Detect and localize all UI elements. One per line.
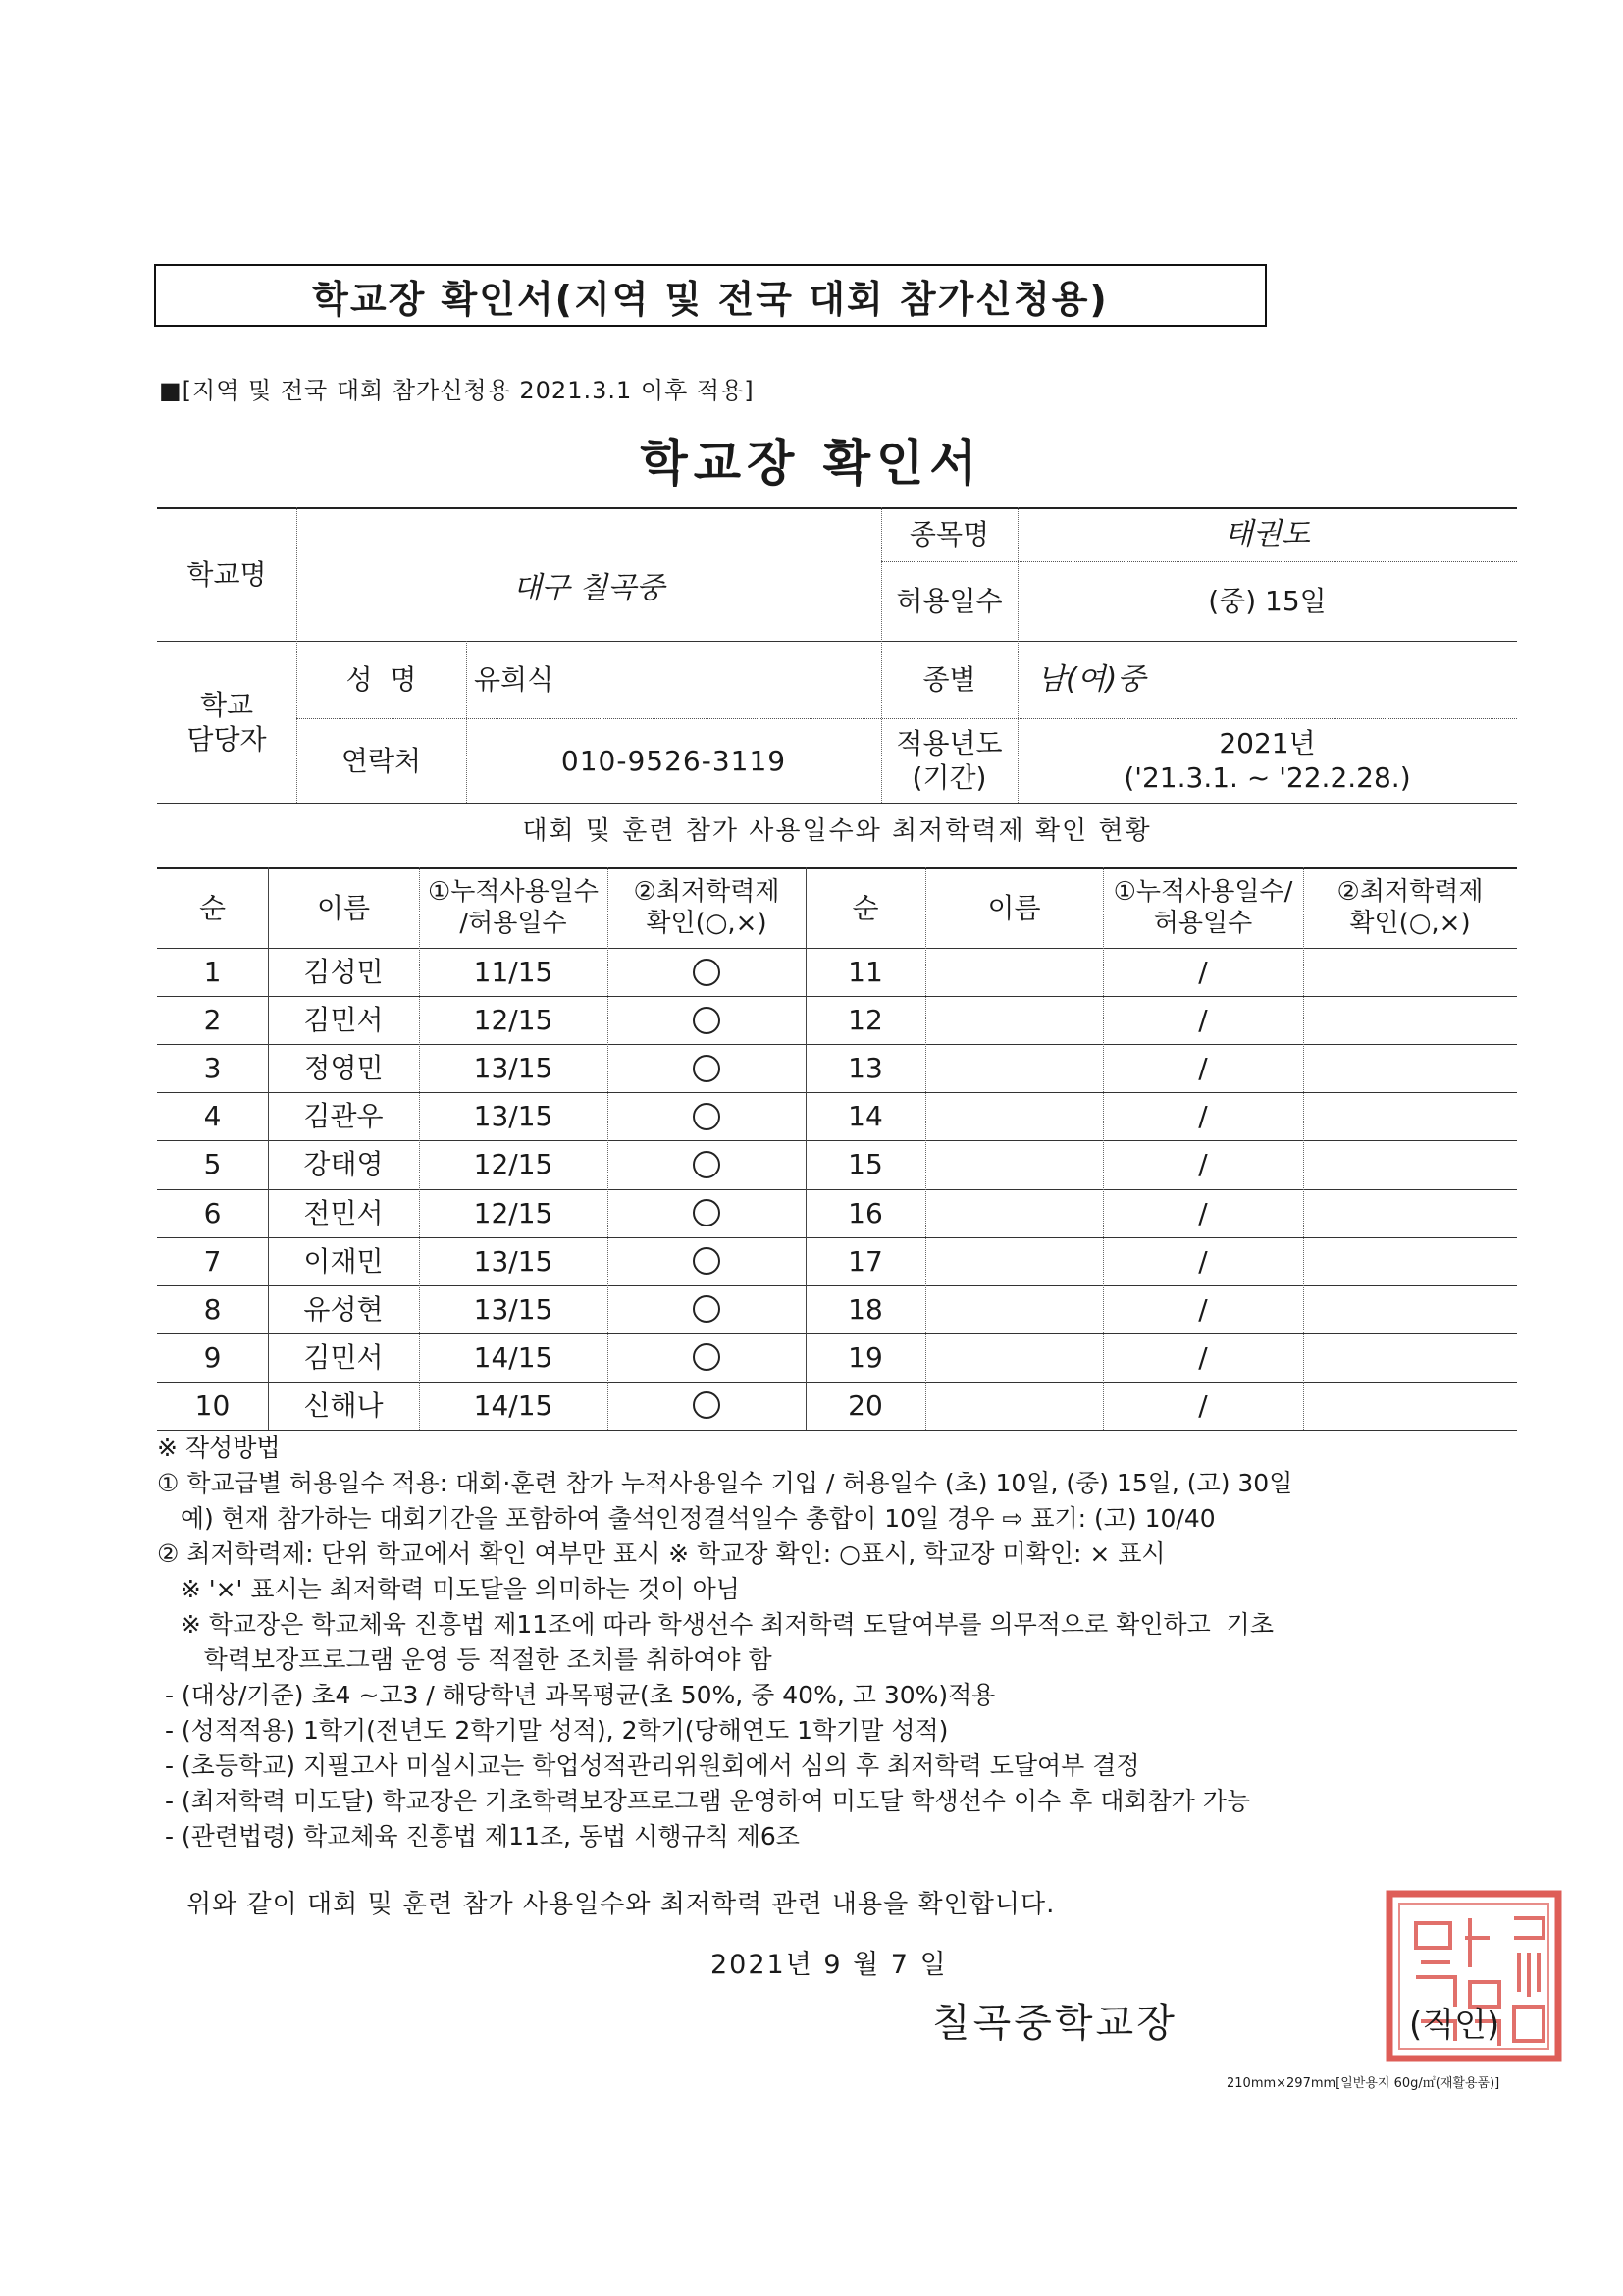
cell-right-days: /	[1198, 956, 1208, 989]
cell-left-days: 12/15	[473, 1196, 553, 1229]
document-subhead: ■[지역 및 전국 대회 참가신청용 2021.3.1 이후 적용]	[159, 377, 755, 404]
cell-right-check	[1303, 1044, 1517, 1092]
cell-left-no: 5	[203, 1148, 222, 1181]
cell-right-name	[925, 948, 1103, 996]
cell-left-name: 김성민	[303, 956, 384, 989]
cell-right-days: /	[1198, 1004, 1208, 1037]
cell-left-check	[607, 948, 806, 996]
cell-right-check	[1303, 1092, 1517, 1140]
cell-left-no: 4	[203, 1100, 222, 1133]
cell-right-name	[925, 1285, 1103, 1333]
cell-left-days: 13/15	[473, 1292, 553, 1326]
contact-value: 010-9526-3119	[560, 744, 787, 777]
check-circle-mark	[693, 1391, 720, 1419]
allowed-days-label: 허용일수	[896, 585, 1003, 617]
paper-spec-footer: 210mm×297mm[일반용지 60g/㎡(재활용품)]	[1227, 2076, 1500, 2091]
cell-left-no: 6	[203, 1196, 222, 1229]
cell-left-check	[607, 1333, 806, 1382]
cell-left-name: 김민서	[303, 1004, 384, 1037]
year-label: 적용년도 (기간)	[896, 727, 1003, 794]
cell-right-days: /	[1198, 1196, 1208, 1229]
cell-left-check	[607, 1092, 806, 1140]
cell-right-days: /	[1198, 1100, 1208, 1133]
check-circle-mark	[693, 1151, 720, 1178]
check-circle-mark	[693, 1055, 720, 1082]
cell-right-no: 13	[848, 1052, 883, 1085]
cell-right-check	[1303, 1333, 1517, 1382]
check-circle-mark	[693, 1199, 720, 1226]
school-name-value: 대구 칠곡중	[512, 571, 665, 606]
cell-right-name	[925, 1092, 1103, 1140]
signature-date: 2021년 9 월 7 일	[710, 1950, 948, 1980]
cell-left-check	[607, 1140, 806, 1188]
cell-left-no: 9	[203, 1340, 222, 1374]
section-title: 대회 및 훈련 참가 사용일수와 최저학력제 확인 현황	[522, 816, 1152, 846]
check-circle-mark	[693, 1295, 720, 1323]
gender-value: 남(여)중	[1037, 661, 1146, 697]
year-value: 2021년 ('21.3.1. ~ '22.2.28.)	[1124, 727, 1411, 794]
check-circle-mark	[693, 1343, 720, 1371]
cell-left-check	[607, 996, 806, 1044]
cell-left-no: 1	[203, 956, 222, 989]
cell-left-check	[607, 1382, 806, 1430]
cell-right-days: /	[1198, 1340, 1208, 1374]
cell-right-no: 16	[848, 1196, 883, 1229]
cell-right-name	[925, 1382, 1103, 1430]
cell-left-days: 14/15	[473, 1388, 553, 1422]
document-box-title: 학교장 확인서(지역 및 전국 대회 참가신청용)	[154, 264, 1267, 327]
cell-left-days: 12/15	[473, 1148, 553, 1181]
cell-left-days: 13/15	[473, 1052, 553, 1085]
cell-left-check	[607, 1237, 806, 1285]
contact-label: 연락처	[340, 744, 422, 777]
cell-left-days: 11/15	[473, 956, 553, 989]
info-bottom-border	[157, 803, 1517, 804]
cell-right-name	[925, 1237, 1103, 1285]
header-name: 이름	[316, 891, 371, 924]
cell-right-no: 19	[848, 1340, 883, 1374]
cell-left-name: 신해나	[303, 1388, 384, 1422]
cell-right-check	[1303, 1285, 1517, 1333]
cell-right-check	[1303, 1237, 1517, 1285]
note-line: ※ '×' 표시는 최저학력 미도달을 의미하는 것이 아님	[157, 1575, 740, 1603]
cell-right-check	[1303, 948, 1517, 996]
cell-left-days: 12/15	[473, 1004, 553, 1037]
cell-left-no: 7	[203, 1244, 222, 1278]
cell-left-check	[607, 1189, 806, 1237]
cell-right-days: /	[1198, 1052, 1208, 1085]
note-line: - (관련법령) 학교체육 진흥법 제11조, 동법 시행규칙 제6조	[157, 1822, 800, 1851]
note-line: 예) 현재 참가하는 대회기간을 포함하여 출석인정결석일수 총합이 10일 경우 ⇨ 표기: (고) 10/40	[157, 1504, 1216, 1533]
cell-right-days: /	[1198, 1292, 1208, 1326]
note-line: - (초등학교) 지필고사 미실시교는 학업성적관리위원회에서 심의 후 최저학력 도달여부 결정	[157, 1751, 1140, 1780]
cell-left-no: 8	[203, 1292, 222, 1326]
cell-right-days: /	[1198, 1388, 1208, 1422]
cell-left-no: 2	[203, 1004, 222, 1037]
note-line: ※ 작성방법	[157, 1434, 281, 1462]
name-value: 유희식	[474, 663, 554, 696]
header-no: 순	[198, 891, 227, 924]
header-check: ②최저학력제 확인(○,×)	[633, 876, 780, 938]
cell-right-no: 12	[848, 1004, 883, 1037]
page-title: 학교장 확인서	[640, 435, 983, 492]
cell-right-days: /	[1198, 1148, 1208, 1181]
cell-right-no: 20	[848, 1388, 883, 1422]
cell-left-days: 14/15	[473, 1340, 553, 1374]
note-line: ① 학교급별 허용일수 적용: 대회·훈련 참가 누적사용일수 기입 / 허용일수 (초) 10일, (중) 15일, (고) 30일	[157, 1469, 1293, 1497]
note-line: ※ 학교장은 학교체육 진흥법 제11조에 따라 학생선수 최저학력 도달여부를 의무적으로 확인하고 기초	[157, 1610, 1274, 1639]
note-line: - (성적적용) 1학기(전년도 2학기말 성적), 2학기(당해연도 1학기말 성적)	[157, 1716, 949, 1745]
cell-right-check	[1303, 1189, 1517, 1237]
cell-left-name: 강태영	[303, 1148, 384, 1181]
cell-left-name: 이재민	[303, 1244, 384, 1278]
cell-left-check	[607, 1285, 806, 1333]
note-line: ② 최저학력제: 단위 학교에서 확인 여부만 표시 ※ 학교장 확인: ○표시, 학교장 미확인: × 표시	[157, 1539, 1166, 1568]
cell-right-name	[925, 1189, 1103, 1237]
cell-right-no: 11	[848, 956, 883, 989]
cell-left-name: 김민서	[303, 1340, 384, 1374]
cell-right-no: 14	[848, 1100, 883, 1133]
instructions-notes	[157, 1431, 1531, 1854]
header-no-2: 순	[852, 891, 879, 924]
note-line: - (대상/기준) 초4 ~고3 / 해당학년 과목평균(초 50%, 중 40%, 고 30%)적용	[157, 1681, 996, 1709]
cell-left-no: 10	[194, 1388, 231, 1422]
cell-right-name	[925, 1333, 1103, 1382]
gender-label: 종별	[922, 663, 976, 696]
principal-name: 칠곡중학교장	[932, 2001, 1178, 2046]
cell-right-no: 18	[848, 1292, 883, 1326]
cell-left-name: 전민서	[303, 1196, 384, 1229]
cell-left-no: 3	[203, 1052, 222, 1085]
header-check-2: ②최저학력제 확인(○,×)	[1336, 876, 1484, 938]
cell-right-no: 15	[848, 1148, 883, 1181]
cell-right-name	[925, 1044, 1103, 1092]
cell-left-days: 13/15	[473, 1244, 553, 1278]
manager-label: 학교 담당자	[186, 688, 267, 756]
cell-right-check	[1303, 1382, 1517, 1430]
name-label: 성 명	[345, 663, 417, 696]
cell-right-check	[1303, 1140, 1517, 1188]
cell-right-check	[1303, 996, 1517, 1044]
check-circle-mark	[693, 1247, 720, 1275]
header-days: ①누적사용일수 /허용일수	[427, 876, 599, 938]
cell-left-name: 유성현	[303, 1292, 384, 1326]
cell-right-no: 17	[848, 1244, 883, 1278]
check-circle-mark	[693, 1007, 720, 1034]
check-circle-mark	[693, 1103, 720, 1130]
cell-right-name	[925, 1140, 1103, 1188]
cell-left-check	[607, 1044, 806, 1092]
note-line: 학력보장프로그램 운영 등 적절한 조치를 취하여야 함	[157, 1645, 772, 1674]
sport-value: 태권도	[1225, 516, 1310, 551]
cell-right-days: /	[1198, 1244, 1208, 1278]
seal-label: (직인)	[1409, 2006, 1500, 2045]
cell-left-days: 13/15	[473, 1100, 553, 1133]
check-circle-mark	[693, 959, 720, 986]
cell-right-name	[925, 996, 1103, 1044]
note-line: - (최저학력 미도달) 학교장은 기초학력보장프로그램 운영하여 미도달 학생선수 이수 후 대회참가 가능	[157, 1787, 1251, 1815]
cell-left-name: 김관우	[303, 1100, 384, 1133]
sport-label: 종목명	[909, 518, 990, 550]
header-name-2: 이름	[987, 891, 1041, 924]
header-days-2: ①누적사용일수/ 허용일수	[1113, 876, 1293, 938]
school-name-label: 학교명	[186, 557, 267, 591]
cell-left-name: 정영민	[303, 1052, 384, 1085]
allowed-days-value: (중) 15일	[1208, 585, 1327, 617]
confirmation-statement: 위와 같이 대회 및 훈련 참가 사용일수와 최저학력 관련 내용을 확인합니다.	[186, 1890, 1056, 1919]
